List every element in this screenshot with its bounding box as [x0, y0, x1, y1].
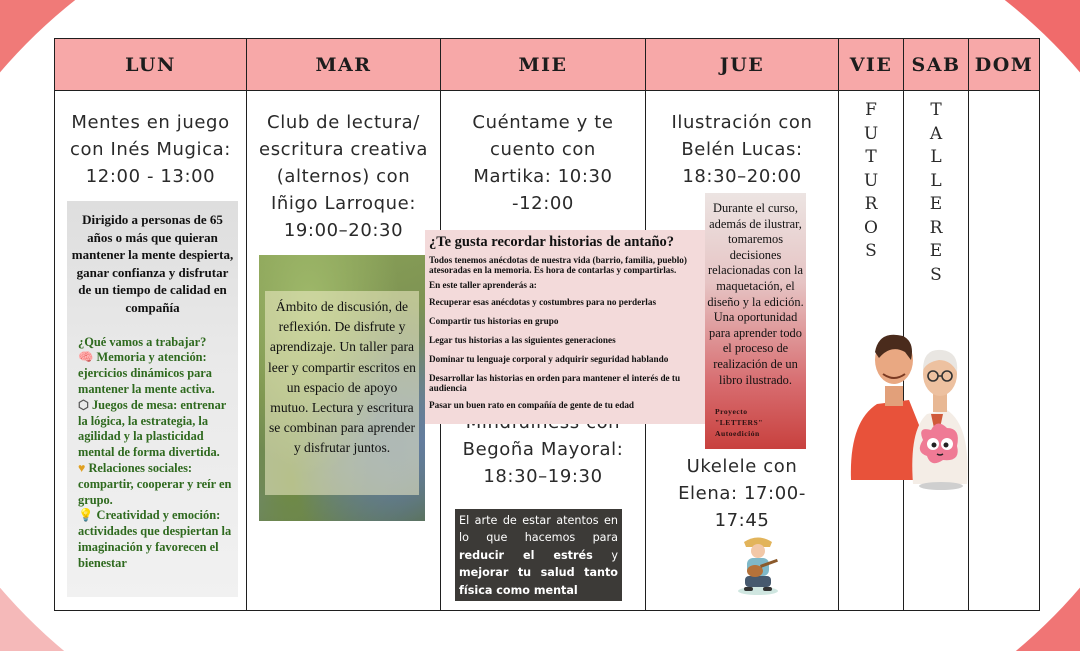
card-text: Ámbito de discusión, de reflexión. De disfrute y aprendizaje. Un taller para leer y compartir escritos en un espacio de apoyo mutuo. Lectura y escritura se combinan para aprender y disfrutar juntos. — [268, 299, 416, 456]
list-item: 💡 Creatividad y emoción: actividades que despiertan la imaginación y favorecen el bienestar — [78, 508, 232, 570]
ukulele-player-icon — [730, 533, 786, 595]
vertical-letter: E — [929, 194, 943, 214]
card-footer: Proyecto "LETTERS" Autoedición — [715, 407, 763, 439]
workshop-card-mentes — [67, 201, 238, 597]
people-illustration — [847, 330, 971, 490]
list-item: ♥ Relaciones sociales: compartir, cooperar y reír en grupo. — [78, 460, 232, 507]
day-header-jue: JUE — [646, 39, 839, 91]
card-point: Pasar un buen rato en compañía de gente de tu edad — [429, 400, 635, 410]
brain-icon: 🧠 — [78, 350, 94, 365]
list-item: 🧠 Memoria y atención: ejercicios dinámicos para mantener la mente activa. — [78, 350, 215, 396]
card-text: Durante el curso, además de ilustrar, tomaremos decisiones relacionadas con la maquetación, el diseño y la edición. Una oportunidad para aprender todo el proceso de realización de un libro ilustrado. — [707, 201, 804, 387]
workshop-card-club-lectura — [259, 255, 425, 521]
card-intro: Todos tenemos anécdotas de nuestra vida (barrio, familia, pueblo) atesoradas en la memoria. Es hora de contarlas y compartirlas. — [429, 255, 687, 275]
workshop-card-ilustracion — [705, 193, 806, 449]
card-intro: Dirigido a personas de 65 años o más que quieran mantener la mente despierta, ganar confianza y disfrutar de un tiempo de calidad en compañía — [71, 212, 234, 315]
vertical-letter: L — [930, 147, 942, 167]
vertical-letter: U — [863, 170, 879, 191]
vertical-letter: T — [865, 147, 877, 167]
vertical-letter: S — [865, 241, 877, 261]
dice-icon: ⬡ — [78, 397, 89, 412]
vertical-letter: E — [929, 241, 943, 261]
vertical-letter: U — [863, 123, 879, 144]
card-point: Legar tus historias a las siguientes generaciones — [429, 335, 616, 345]
workshop-title-ukelele: Ukelele con Elena: 17:00-17:45 — [678, 456, 806, 531]
card-learn: En este taller aprenderás a: — [429, 280, 537, 290]
list-item: ⬡ Juegos de mesa: entrenar la lógica, la estrategia, la agilidad y la plasticidad mental de forma divertida. — [78, 397, 227, 460]
workshop-title-club-lectura: Club de lectura/ escritura creativa (alternos) con Iñigo Larroque: 19:00–20:30 — [259, 112, 428, 241]
vertical-letter: O — [864, 217, 878, 238]
vertical-letter: R — [929, 217, 943, 238]
bulb-icon: 💡 — [78, 508, 94, 523]
vertical-letter: R — [864, 194, 878, 214]
day-header-mie: MIE — [441, 39, 646, 91]
list-title: ¿Qué vamos a trabajar? — [78, 334, 207, 349]
vertical-letter: L — [930, 170, 942, 191]
vertical-letter: S — [930, 264, 942, 285]
workshop-title-ilustracion: Ilustración con Belén Lucas: 18:30–20:00 — [671, 112, 813, 187]
day-header-lun: LUN — [55, 39, 247, 91]
heart-icon: ♥ — [78, 460, 86, 475]
day-header-mar: MAR — [247, 39, 441, 91]
card-heading: ¿Te gusta recordar historias de antaño? — [429, 234, 675, 250]
workshop-card-cuentame — [425, 230, 705, 424]
vertical-text-futuros — [839, 91, 903, 264]
card-list — [67, 317, 238, 572]
day-header-sab: SAB — [904, 39, 969, 91]
workshop-title-mindfulness: Begoña Mayoral: 18:30–19:30 — [462, 439, 624, 487]
day-header-dom: DOM — [969, 39, 1040, 91]
vertical-letter: T — [930, 100, 942, 120]
day-cell-mar — [247, 91, 441, 611]
workshop-title-mentes: Mentes en juego con Inés Mugica: 12:00 - 13:00 — [70, 112, 231, 187]
day-header-vie: VIE — [839, 39, 904, 91]
workshop-title-cuentame: Cuéntame y te cuento con Martika: 10:30 -12:00 — [472, 112, 614, 214]
day-cell-lun — [55, 91, 247, 611]
vertical-text-talleres — [904, 91, 968, 287]
card-point: Dominar tu lenguaje corporal y adquirir seguridad hablando — [429, 354, 669, 364]
vertical-letter: F — [865, 100, 877, 120]
vertical-letter: A — [929, 123, 943, 144]
day-cell-dom — [969, 91, 1040, 611]
day-header-row — [55, 39, 1040, 91]
card-point: Recuperar esas anécdotas y costumbres para no perderlas — [429, 297, 657, 307]
card-point: Desarrollar las historias en orden para mantener el interés de tu audiencia — [429, 373, 681, 393]
card-point: Compartir tus historias en grupo — [429, 316, 559, 326]
workshop-card-mindfulness: El arte de estar atentos en lo que hacemos para reducir el estrés y mejorar tu salud tanto física como mental — [455, 509, 622, 601]
